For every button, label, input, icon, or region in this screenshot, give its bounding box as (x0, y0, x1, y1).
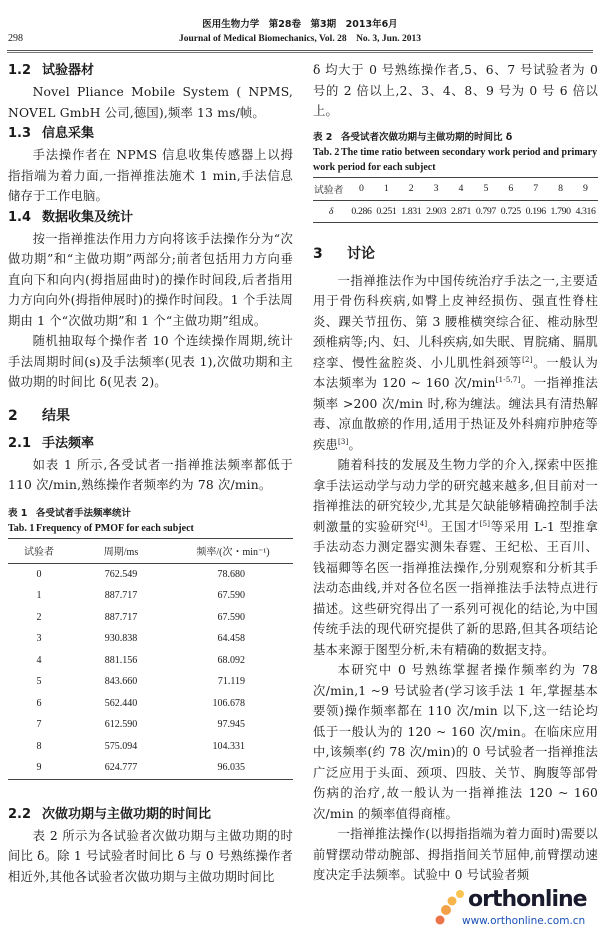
table-row (8, 693, 293, 715)
paragraph: 手法操作者在 NPMS 信息收集传感器上以拇指指端为着力面,一指禅推法施术 1 min,手法信息储存于工作电脑。 (8, 148, 293, 203)
table-caption-text: 各受试者次做功期与主做功期的时间比 δ (341, 131, 513, 143)
left-column (8, 60, 293, 887)
subject-header: 7 (523, 177, 548, 200)
section-number: 2 (8, 407, 18, 424)
column-header: 周期/ms (70, 538, 172, 563)
section-number: 3 (313, 245, 323, 262)
subject-id-cell: 9 (36, 762, 42, 774)
section-title: 试验器材 (42, 63, 95, 78)
section-number: 1.3 (8, 126, 32, 141)
paragraph: 随机抽取每个操作者 10 个连续操作周期,统计手法周期时间(s)及手法频率(见表 1),次做功期和主做功期的时间比 δ(见表 2)。 (8, 334, 293, 389)
citation-ref[interactable]: [5] (479, 519, 491, 528)
subject-header: 0 (349, 177, 374, 200)
citation-ref[interactable]: [2] (522, 355, 533, 364)
citation-ref[interactable]: [4] (416, 519, 428, 528)
period-cell: 930.838 (104, 633, 138, 645)
ratio-cell: 0.725 (500, 205, 521, 217)
paragraph: 一指禅推法操作(以拇指指端为着力面时)需要以前臂摆动带动腕部、拇指指间关节屈伸,前臂摆动速度决定手法频率。试验中 0 号试验者频 (313, 827, 598, 882)
ratio-cell: 0.196 (525, 205, 546, 217)
period-cell: 575.094 (104, 740, 138, 752)
subject-id-cell: 3 (36, 633, 42, 645)
table-row (8, 650, 293, 672)
text-run: 随着科技的发展及生物力学的介入,探索中医推拿手法运动学与动力学的研究越来越多,但目前对一指禅推法的研究较少,尤其是欠缺能够精确控制手法刺激量的实验研究 (313, 458, 598, 534)
paragraph: Novel Pliance Mobile System ( NPMS, NOVEL GmbH 公司,德国),频率 13 ms/帧。 (8, 85, 293, 120)
period-cell: 562.440 (104, 697, 138, 709)
table-label: 表 1 (8, 507, 28, 519)
section-heading-3 (313, 241, 598, 267)
ratio-cell: 2.871 (450, 205, 472, 217)
table-row (8, 607, 293, 629)
section-heading-2 (8, 403, 293, 429)
section-heading-1-2 (8, 60, 293, 82)
section-title: 次做功期与主做功期的时间比 (42, 806, 212, 822)
paragraph: 表 2 所示为各试验者次做功期与主做功期的时间比 δ。除 1 号试验者时间比 δ 与 0 号熟练操作者相近外,其他各试验者次做功期与主做功期时间比 (8, 828, 293, 884)
table-row (8, 628, 293, 650)
subject-header: 5 (473, 177, 498, 200)
section-number: 1.2 (8, 63, 32, 78)
subject-id-cell: 8 (36, 740, 42, 752)
table-caption-text: Frequency of PMOF for each subject (36, 522, 194, 534)
subject-id-cell: 0 (36, 568, 42, 580)
section-title: 信息采集 (42, 126, 95, 141)
section-title: 讨论 (347, 245, 375, 262)
paragraph: 按一指禅推法作用力方向将该手法操作分为“次做功期”和“主做功期”两部分;前者包括用力方向垂直向下和向内(拇指屈曲时)的操作时间段,后者指用力方向向外(拇指伸展时)的操作时间段。1 个手法周期由 1 个“次做功期”和 1 个“主做功期”组成。 (8, 231, 293, 328)
table-row (8, 585, 293, 607)
period-cell: 612.590 (104, 719, 138, 731)
text-run: 。一般认为本法频率为 120 ~ 160 次/min (313, 355, 598, 390)
frequency-cell: 67.590 (217, 611, 245, 623)
watermark-swoosh-icon (432, 888, 600, 930)
table-caption-text: 各受试者手法频率统计 (36, 507, 132, 519)
section-number: 2.2 (8, 806, 32, 822)
frequency-cell: 97.945 (217, 719, 245, 731)
frequency-cell: 96.035 (217, 762, 245, 774)
frequency-cell: 78.680 (217, 568, 245, 580)
header-rule-secondary (7, 52, 593, 53)
table-caption-en (313, 145, 598, 175)
period-cell: 887.717 (104, 611, 138, 623)
journal-title-cn: 医用生物力学 第28卷 第3期 2013年6月 (202, 19, 398, 30)
period-cell: 881.156 (104, 654, 138, 666)
section-number: 1.4 (8, 209, 32, 225)
text-run: 。一指禅推法频率 >200 次/min 时,称为缠法。缠法具有清热解毒、凉血散瘀的作用,适用于热证及外科痈疖肿疮等疾患 (313, 376, 598, 452)
watermark-brand: orthonline (468, 886, 587, 912)
section-heading-2-2 (8, 804, 293, 826)
subject-header: 6 (498, 177, 523, 200)
table-2 (313, 130, 598, 223)
table-row (8, 714, 293, 736)
frequency-cell: 68.092 (217, 654, 245, 666)
section-heading-2-1 (8, 433, 293, 455)
frequency-cell: 67.590 (217, 590, 245, 602)
table-1 (8, 506, 293, 780)
paragraph (313, 455, 598, 660)
subject-id-cell: 4 (36, 654, 42, 666)
row-label: δ (328, 205, 334, 217)
table-row (313, 200, 598, 222)
paragraph: δ 均大于 0 号熟练操作者,5、6、7 号试验者为 0 号的 2 倍以上,2、3、4、8、9 号为 0 号 6 倍以上。 (313, 63, 598, 118)
period-cell: 762.549 (104, 568, 138, 580)
ratio-cell: 4.316 (575, 205, 596, 217)
table-row (8, 671, 293, 693)
column-header: 试验者 (8, 538, 70, 563)
subject-header: 9 (573, 177, 598, 200)
section-title: 数据收集及统计 (42, 209, 134, 225)
paragraph: 本研究中 0 号熟练掌握者操作频率约为 78 次/min,1 ~9 号试验者(学习该手法 1 年,掌握基本要领)操作频率都在 110 次/min 以下,这一结论均低于一般认为的 120 ~ 160 次/min。在临床应用中,该频率(约 78 次/min)的 0 号试验者一指禅推法广泛应用于头面、颈项、四肢、关节、胸腹等部骨伤病的治疗,故一般认为一指禅推法 120 ~ 160 次/min 的频率值得商榷。 (313, 663, 598, 821)
ratio-cell: 0.286 (351, 205, 372, 217)
table-caption-cn (8, 506, 293, 521)
ratio-cell: 2.903 (426, 205, 447, 217)
section-title: 手法频率 (42, 435, 95, 451)
subject-id-cell: 1 (36, 590, 42, 602)
subject-header: 2 (399, 177, 424, 200)
watermark-logo (432, 888, 600, 930)
table-caption-text: The time ratio between secondary work period and primary work period for each subject (313, 146, 598, 173)
table-row (8, 563, 293, 585)
subject-id-cell: 7 (36, 719, 42, 731)
subject-header: 4 (449, 177, 474, 200)
frequency-cell: 106.678 (212, 697, 245, 709)
table-row (8, 736, 293, 758)
ratio-cell: 1.790 (550, 205, 571, 217)
table-caption-en (8, 521, 293, 536)
right-column (313, 60, 598, 886)
table-label: Tab. 2 (313, 146, 340, 158)
subject-id-cell: 5 (36, 676, 42, 688)
frequency-cell: 64.458 (217, 633, 245, 645)
time-ratio-table (313, 177, 598, 223)
frequency-cell: 104.331 (212, 740, 245, 752)
text-run: 一指禅推法作为中国传统治疗手法之一,主要适用于骨伤科疾病,如臀上皮神经损伤、强直性脊柱炎、踝关节扭伤、第 3 腰椎横突综合征、椎动脉型颈椎病等;内、妇、儿科疾病,如失眠、胃脘痛、膈肌痉挛、慢性盆腔炎、小儿肌性斜颈等 (313, 273, 598, 370)
running-header (0, 0, 600, 48)
paragraph (313, 271, 598, 456)
section-title: 结果 (42, 407, 70, 424)
period-cell: 843.660 (104, 676, 138, 688)
section-number: 2.1 (8, 435, 32, 451)
table-header-row (313, 177, 598, 200)
text-run: 。王国才 (427, 519, 480, 534)
subject-header: 3 (424, 177, 449, 200)
subject-header: 8 (548, 177, 573, 200)
header-rule (7, 50, 593, 51)
column-header: 试验者 (313, 177, 349, 200)
subject-header: 1 (374, 177, 399, 200)
column-header: 频率/(次・min⁻¹) (172, 538, 293, 563)
journal-title-en: Journal of Medical Biomechanics, Vol. 28 No. 3, Jun. 2013 (179, 34, 421, 44)
table-header-row (8, 538, 293, 563)
ratio-cell: 0.251 (376, 205, 397, 217)
table-row (8, 757, 293, 779)
text-run: 。 (348, 437, 362, 452)
citation-ref[interactable]: [3] (338, 437, 349, 446)
section-heading-1-4 (8, 207, 293, 229)
table-label: 表 2 (313, 131, 333, 143)
table-label: Tab. 1 (8, 522, 35, 534)
frequency-cell: 71.119 (217, 676, 245, 688)
text-run: 等采用 L-1 型推拿手法动态力测定器实测朱春霆、王纪松、王百川、钱福卿等名医一指禅推法操作,分别观察和分析其手法动态曲线,并对各位名医一指禅推法手法特点进行描述。这些研究得出了一系列可视化的结论,为中国传统手法的现代研究提供了新的思路,但其各项结论基本来源于图型分析,未有精确的数据支持。 (313, 519, 598, 657)
table-caption-cn (313, 130, 598, 145)
period-cell: 624.777 (104, 762, 138, 774)
frequency-table (8, 538, 293, 780)
ratio-cell: 1.831 (401, 205, 422, 217)
period-cell: 887.717 (104, 590, 138, 602)
subject-id-cell: 6 (36, 697, 42, 709)
paragraph: 如表 1 所示,各受试者一指禅推法频率都低于 110 次/min,熟练操作者频率约为 78 次/min。 (8, 457, 293, 492)
page-number: 298 (8, 33, 23, 44)
section-heading-1-3 (8, 123, 293, 145)
subject-id-cell: 2 (36, 611, 42, 623)
citation-ref[interactable]: [1-5,7] (495, 375, 521, 384)
ratio-cell: 0.797 (475, 205, 496, 217)
watermark-url: www.orthonline.com.cn (462, 914, 586, 927)
